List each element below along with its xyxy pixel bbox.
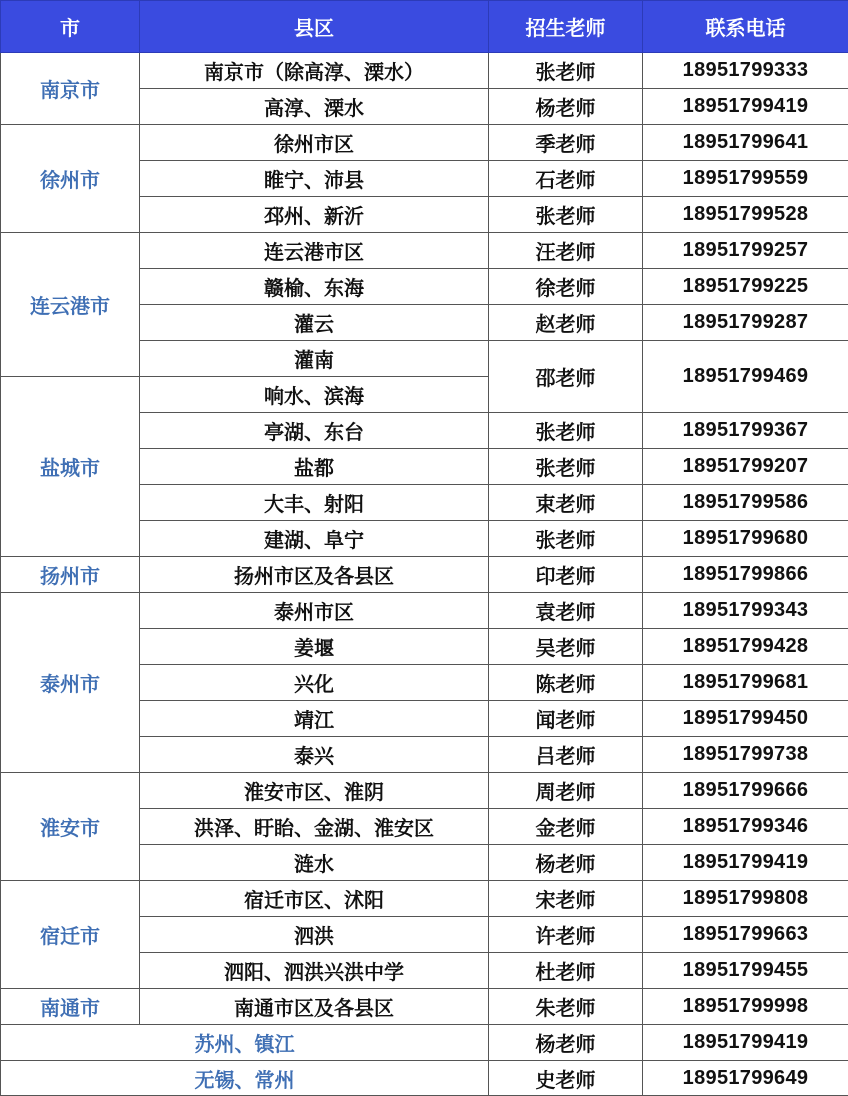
teacher-cell: 杜老师 [489, 953, 643, 989]
phone-cell: 18951799998 [643, 989, 848, 1025]
table-row [1, 1061, 848, 1096]
table-row [1, 233, 848, 269]
phone-cell: 18951799419 [643, 845, 848, 881]
phone-cell: 18951799680 [643, 521, 848, 557]
phone-cell: 18951799455 [643, 953, 848, 989]
table-row [1, 53, 848, 89]
phone-cell: 18951799333 [643, 53, 848, 89]
phone-cell: 18951799663 [643, 917, 848, 953]
district-cell: 靖江 [140, 701, 489, 737]
teacher-cell: 汪老师 [489, 233, 643, 269]
phone-cell: 18951799346 [643, 809, 848, 845]
phone-cell: 18951799419 [643, 1025, 848, 1061]
teacher-cell: 吕老师 [489, 737, 643, 773]
teacher-cell: 许老师 [489, 917, 643, 953]
city-cell-wuxi-changzhou: 无锡、常州 [1, 1061, 489, 1096]
teacher-cell: 石老师 [489, 161, 643, 197]
phone-cell: 18951799287 [643, 305, 848, 341]
teacher-cell: 杨老师 [489, 89, 643, 125]
city-cell-taizhou: 泰州市 [1, 593, 140, 773]
district-cell: 泰兴 [140, 737, 489, 773]
city-cell-suqian: 宿迁市 [1, 881, 140, 989]
phone-cell: 18951799641 [643, 125, 848, 161]
teacher-cell: 季老师 [489, 125, 643, 161]
district-cell: 连云港市区 [140, 233, 489, 269]
table-row [1, 773, 848, 809]
city-cell-suzhou-zhenjiang: 苏州、镇江 [1, 1025, 489, 1061]
phone-cell: 18951799681 [643, 665, 848, 701]
district-cell: 赣榆、东海 [140, 269, 489, 305]
teacher-cell: 印老师 [489, 557, 643, 593]
table-row [1, 989, 848, 1025]
city-cell-nanjing: 南京市 [1, 53, 140, 125]
district-cell: 扬州市区及各县区 [140, 557, 489, 593]
teacher-cell: 金老师 [489, 809, 643, 845]
teacher-cell: 张老师 [489, 197, 643, 233]
city-cell-lianyungang: 连云港市 [1, 233, 140, 377]
teacher-cell: 束老师 [489, 485, 643, 521]
table-header-row [1, 1, 848, 53]
teacher-cell: 邵老师 [489, 341, 643, 413]
phone-cell: 18951799367 [643, 413, 848, 449]
teacher-cell: 宋老师 [489, 881, 643, 917]
teacher-cell: 张老师 [489, 521, 643, 557]
district-cell: 响水、滨海 [140, 377, 489, 413]
district-cell: 兴化 [140, 665, 489, 701]
phone-cell: 18951799559 [643, 161, 848, 197]
city-cell-xuzhou: 徐州市 [1, 125, 140, 233]
table-row [1, 881, 848, 917]
district-cell: 涟水 [140, 845, 489, 881]
district-cell: 洪泽、盱眙、金湖、淮安区 [140, 809, 489, 845]
phone-cell: 18951799586 [643, 485, 848, 521]
phone-cell: 18951799419 [643, 89, 848, 125]
city-cell-huaian: 淮安市 [1, 773, 140, 881]
header-phone: 联系电话 [643, 1, 848, 53]
district-cell: 灌云 [140, 305, 489, 341]
teacher-cell: 朱老师 [489, 989, 643, 1025]
teacher-cell: 闻老师 [489, 701, 643, 737]
district-cell: 盐都 [140, 449, 489, 485]
header-teacher: 招生老师 [489, 1, 643, 53]
teacher-cell: 史老师 [489, 1061, 643, 1096]
phone-cell: 18951799808 [643, 881, 848, 917]
city-cell-yangzhou: 扬州市 [1, 557, 140, 593]
header-city: 市 [1, 1, 140, 53]
phone-cell: 18951799343 [643, 593, 848, 629]
teacher-cell: 杨老师 [489, 845, 643, 881]
phone-cell: 18951799528 [643, 197, 848, 233]
phone-cell: 18951799469 [643, 341, 848, 413]
teacher-cell: 张老师 [489, 413, 643, 449]
phone-cell: 18951799666 [643, 773, 848, 809]
teacher-cell: 杨老师 [489, 1025, 643, 1061]
phone-cell: 18951799738 [643, 737, 848, 773]
district-cell: 泗阳、泗洪兴洪中学 [140, 953, 489, 989]
district-cell: 亭湖、东台 [140, 413, 489, 449]
district-cell: 邳州、新沂 [140, 197, 489, 233]
teacher-cell: 周老师 [489, 773, 643, 809]
district-cell: 泰州市区 [140, 593, 489, 629]
district-cell: 南通市区及各县区 [140, 989, 489, 1025]
city-cell-nantong: 南通市 [1, 989, 140, 1025]
district-cell: 高淳、溧水 [140, 89, 489, 125]
city-cell-yancheng: 盐城市 [1, 377, 140, 557]
table-row [1, 593, 848, 629]
table-row [1, 557, 848, 593]
phone-cell: 18951799207 [643, 449, 848, 485]
teacher-cell: 陈老师 [489, 665, 643, 701]
district-cell: 南京市（除高淳、溧水） [140, 53, 489, 89]
district-cell: 泗洪 [140, 917, 489, 953]
teacher-cell: 吴老师 [489, 629, 643, 665]
table-row [1, 1025, 848, 1061]
phone-cell: 18951799866 [643, 557, 848, 593]
district-cell: 大丰、射阳 [140, 485, 489, 521]
phone-cell: 18951799450 [643, 701, 848, 737]
district-cell: 建湖、阜宁 [140, 521, 489, 557]
teacher-cell: 张老师 [489, 449, 643, 485]
phone-cell: 18951799649 [643, 1061, 848, 1096]
teacher-cell: 袁老师 [489, 593, 643, 629]
district-cell: 灌南 [140, 341, 489, 377]
district-cell: 宿迁市区、沭阳 [140, 881, 489, 917]
phone-cell: 18951799225 [643, 269, 848, 305]
district-cell: 睢宁、沛县 [140, 161, 489, 197]
table-row [1, 125, 848, 161]
teacher-cell: 张老师 [489, 53, 643, 89]
teacher-cell: 赵老师 [489, 305, 643, 341]
phone-cell: 18951799257 [643, 233, 848, 269]
district-cell: 姜堰 [140, 629, 489, 665]
teacher-cell: 徐老师 [489, 269, 643, 305]
phone-cell: 18951799428 [643, 629, 848, 665]
header-district: 县区 [140, 1, 489, 53]
district-cell: 淮安市区、淮阴 [140, 773, 489, 809]
district-cell: 徐州市区 [140, 125, 489, 161]
